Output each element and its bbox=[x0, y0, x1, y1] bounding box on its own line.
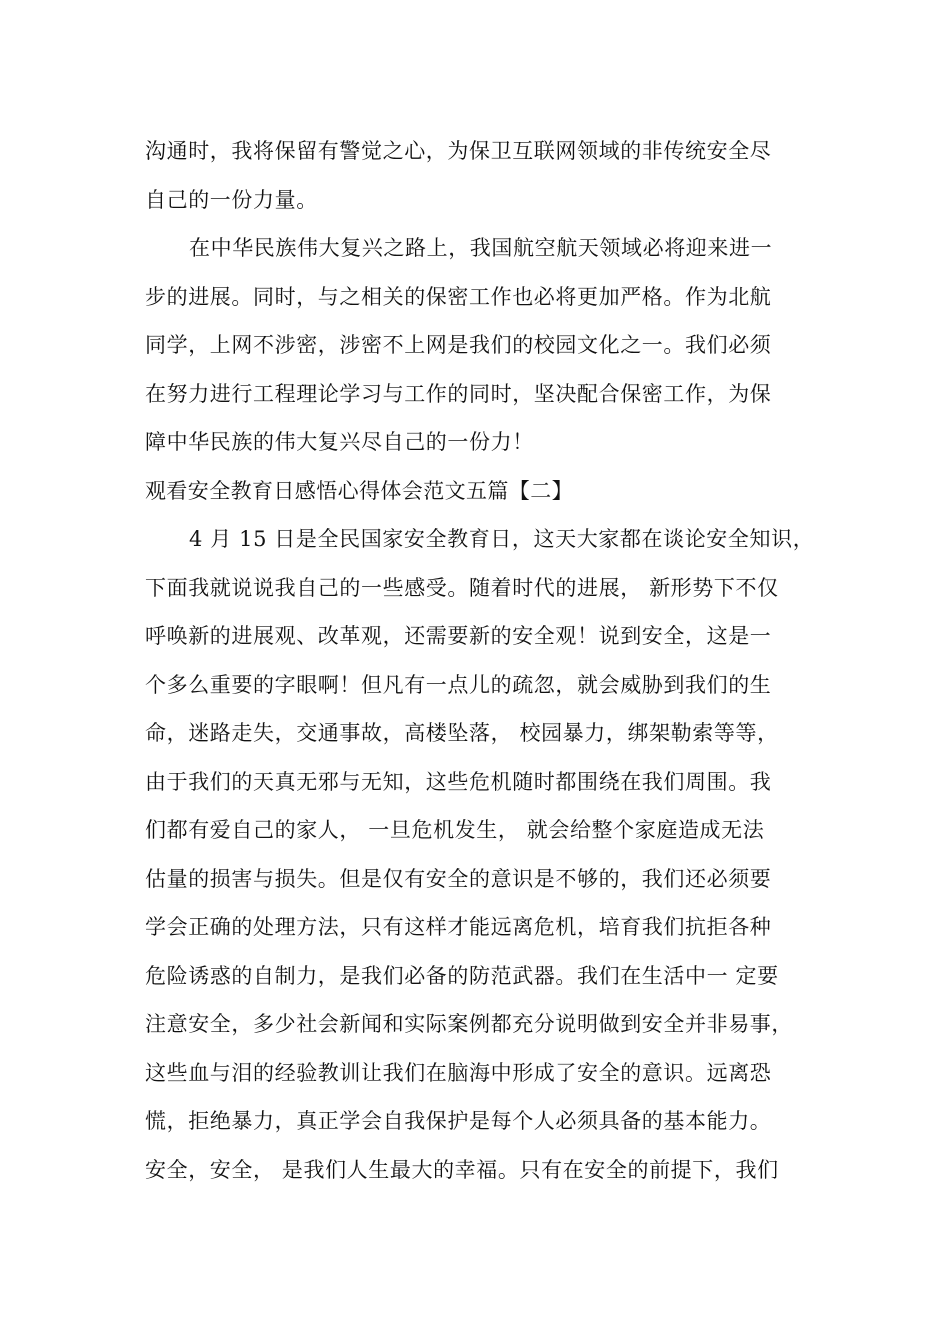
text-line: 注意安全，多少社会新闻和实际案例都充分说明做到安全并非易事， bbox=[145, 1012, 793, 1036]
text-line: 沟通时，我将保留有警觉之心，为保卫互联网领域的非传统安全尽 bbox=[145, 139, 772, 163]
text-line: 个多么重要的字眼啊！但凡有一点儿的疏忽，就会威胁到我们的生 bbox=[145, 672, 772, 697]
text-line: 呼唤新的进展观、改革观，还需要新的安全观！说到安全，这是一 bbox=[145, 624, 772, 648]
text-line: 由于我们的天真无邪与无知，这些危机随时都围绕在我们周围。我 bbox=[145, 769, 772, 794]
text-line: 步的进展。同时，与之相关的保密工作也必将更加严格。作为北航 bbox=[145, 284, 772, 309]
text-line: 在努力进行工程理论学习与工作的同时，坚决配合保密工作，为保 bbox=[145, 381, 772, 406]
text-line: 同学，上网不涉密，涉密不上网是我们的校园文化之一。我们必须 bbox=[145, 333, 772, 357]
text-line: 这些血与泪的经验教训让我们在脑海中形成了安全的意识。远离恐 bbox=[145, 1060, 772, 1085]
text-line: 们都有爱自己的家人， 一旦危机发生， 就会给整个家庭造成无法 bbox=[145, 818, 765, 842]
paragraph-start-line: 在中华民族伟大复兴之路上，我国航空航天领域必将迎来进一 bbox=[189, 236, 773, 260]
text-line: 慌，拒绝暴力，真正学会自我保护是每个人必须具备的基本能力。 bbox=[145, 1109, 772, 1133]
text-line: 学会正确的处理方法，只有这样才能远离危机，培育我们抗拒各种 bbox=[145, 915, 772, 939]
text-line: 安全，安全， 是我们人生最大的幸福。只有在安全的前提下，我们 bbox=[145, 1157, 779, 1182]
text-line: 障中华民族的伟大复兴尽自己的一份力！ bbox=[145, 430, 534, 454]
section-heading: 观看安全教育日感悟心得体会范文五篇【二】 bbox=[145, 478, 573, 503]
text-line: 下面我就说说我自己的一些感受。随着时代的进展， 新形势下不仅 bbox=[145, 575, 779, 600]
text-line: 自己的一份力量。 bbox=[145, 187, 318, 212]
text-line: 命，迷路走失，交通事故，高楼坠落， 校园暴力，绑架勒索等等， bbox=[145, 721, 779, 745]
paragraph-start-line: 4 月 15 日是全民国家安全教育日，这天大家都在谈论安全知识， bbox=[189, 527, 815, 551]
document-body bbox=[145, 127, 835, 1194]
text-line: 估量的损害与损失。但是仅有安全的意识是不够的，我们还必须要 bbox=[145, 866, 772, 891]
text-line: 危险诱惑的自制力，是我们必备的防范武器。我们在生活中一 定要 bbox=[145, 963, 779, 988]
